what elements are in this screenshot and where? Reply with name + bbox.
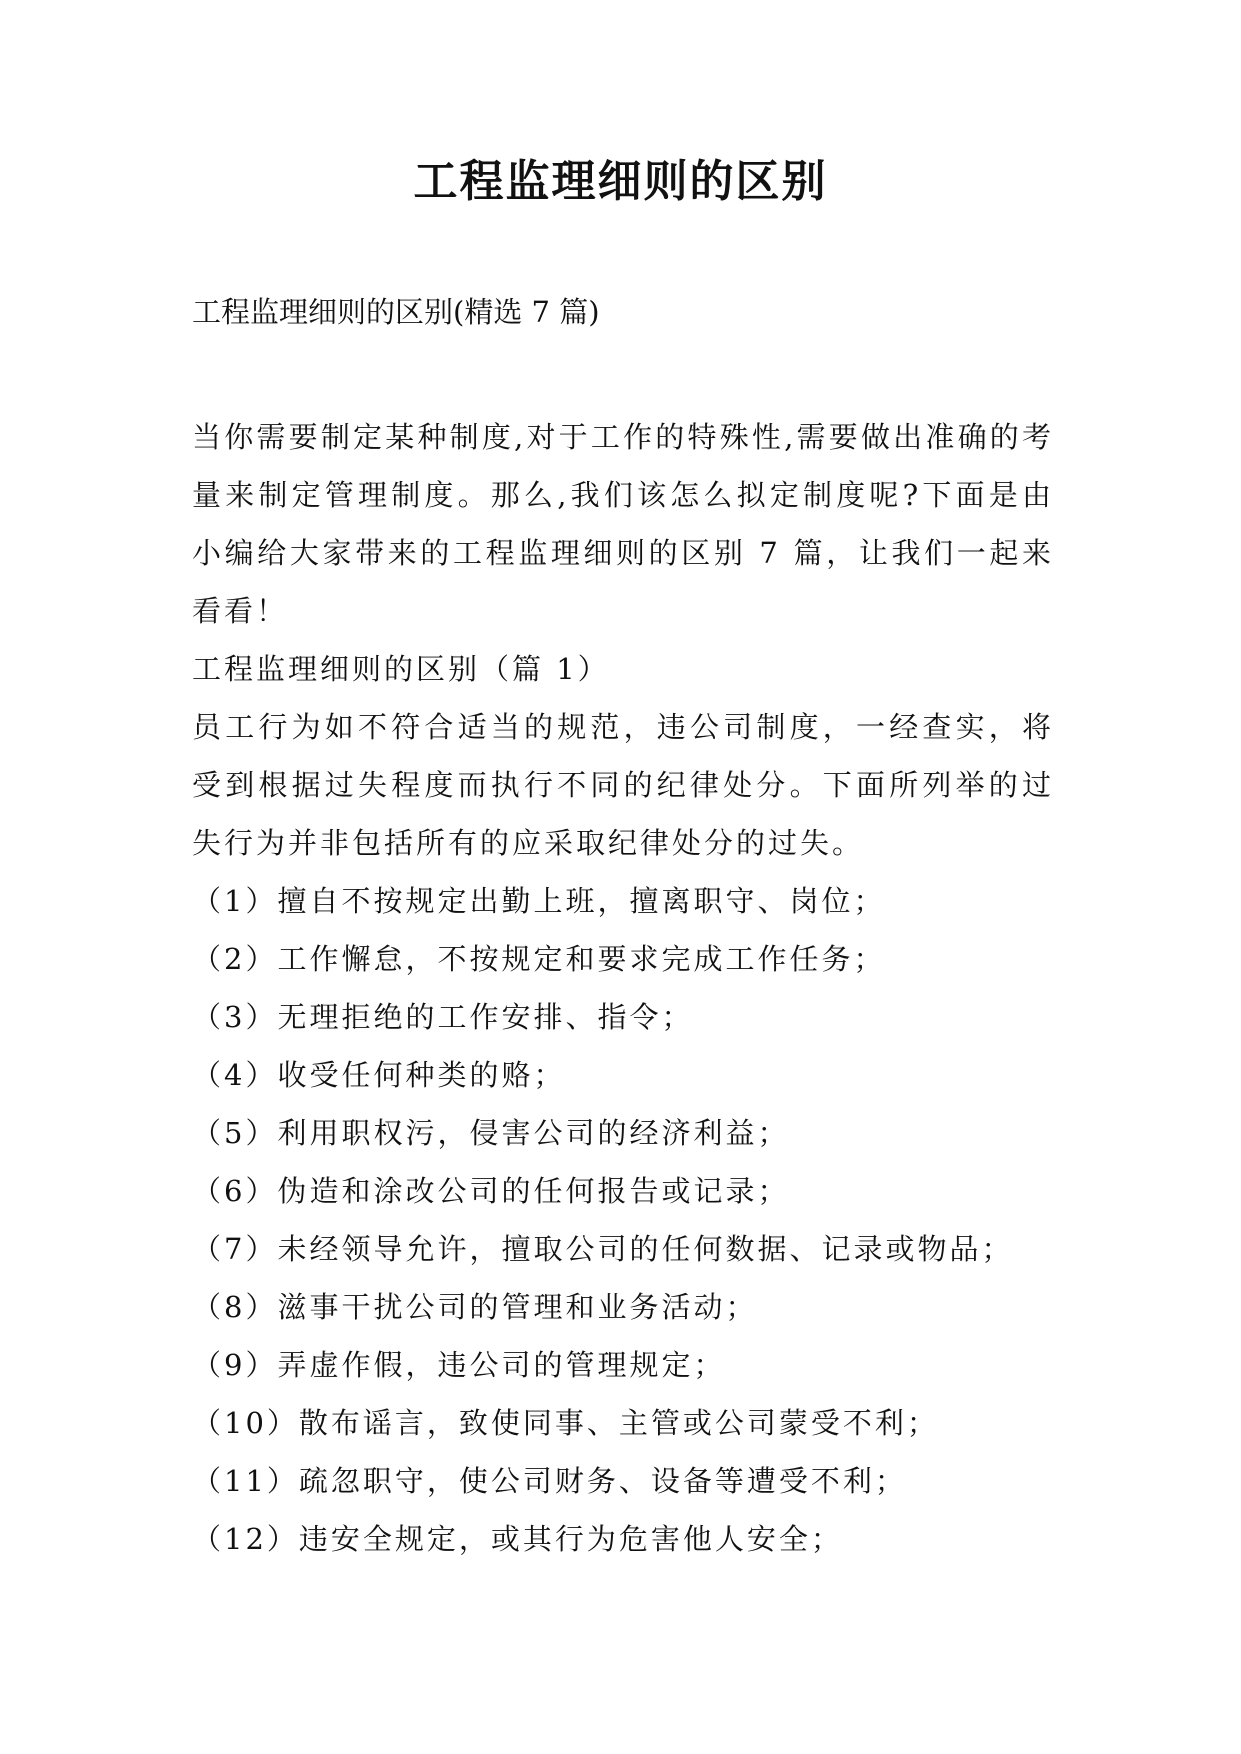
section-paragraph: 员工行为如不符合适当的规范，违公司制度，一经查实，将受到根据过失程度而执行不同的纪律处分。下面所列举的过失行为并非包括所有的应采取纪律处分的过失。: [192, 710, 1054, 860]
list-item: （3）无理拒绝的工作安排、指令；: [192, 1000, 694, 1034]
list-item: （12）违安全规定，或其行为危害他人安全；: [192, 1522, 843, 1556]
list-item: （7）未经领导允许，擅取公司的任何数据、记录或物品；: [192, 1232, 1014, 1266]
document-subtitle: 工程监理细则的区别(精选 7 篇): [192, 295, 600, 329]
list-item: （11）疏忽职守，使公司财务、设备等遭受不利；: [192, 1464, 907, 1498]
list-item: （8）滋事干扰公司的管理和业务活动；: [192, 1290, 758, 1324]
list-item: （2）工作懈怠，不按规定和要求完成工作任务；: [192, 942, 886, 976]
intro-paragraph: 当你需要制定某种制度,对于工作的特殊性,需要做出准确的考量来制定管理制度。那么,我们该怎么拟定制度呢?下面是由小编给大家带来的工程监理细则的区别 7 篇，让我们一起来看看！: [192, 420, 1054, 628]
page-title: 工程监理细则的区别: [413, 156, 828, 207]
section-heading: 工程监理细则的区别（篇 1）: [192, 652, 610, 686]
list-item: （10）散布谣言，致使同事、主管或公司蒙受不利；: [192, 1406, 939, 1440]
list-item: （1）擅自不按规定出勤上班，擅离职守、岗位；: [192, 884, 886, 918]
list-item: （5）利用职权污，侵害公司的经济利益；: [192, 1116, 790, 1150]
list-item: （9）弄虚作假，违公司的管理规定；: [192, 1348, 726, 1382]
document-body: [192, 408, 1054, 1568]
list-item: （4）收受任何种类的赂；: [192, 1058, 566, 1092]
list-item: （6）伪造和涂改公司的任何报告或记录；: [192, 1174, 790, 1208]
